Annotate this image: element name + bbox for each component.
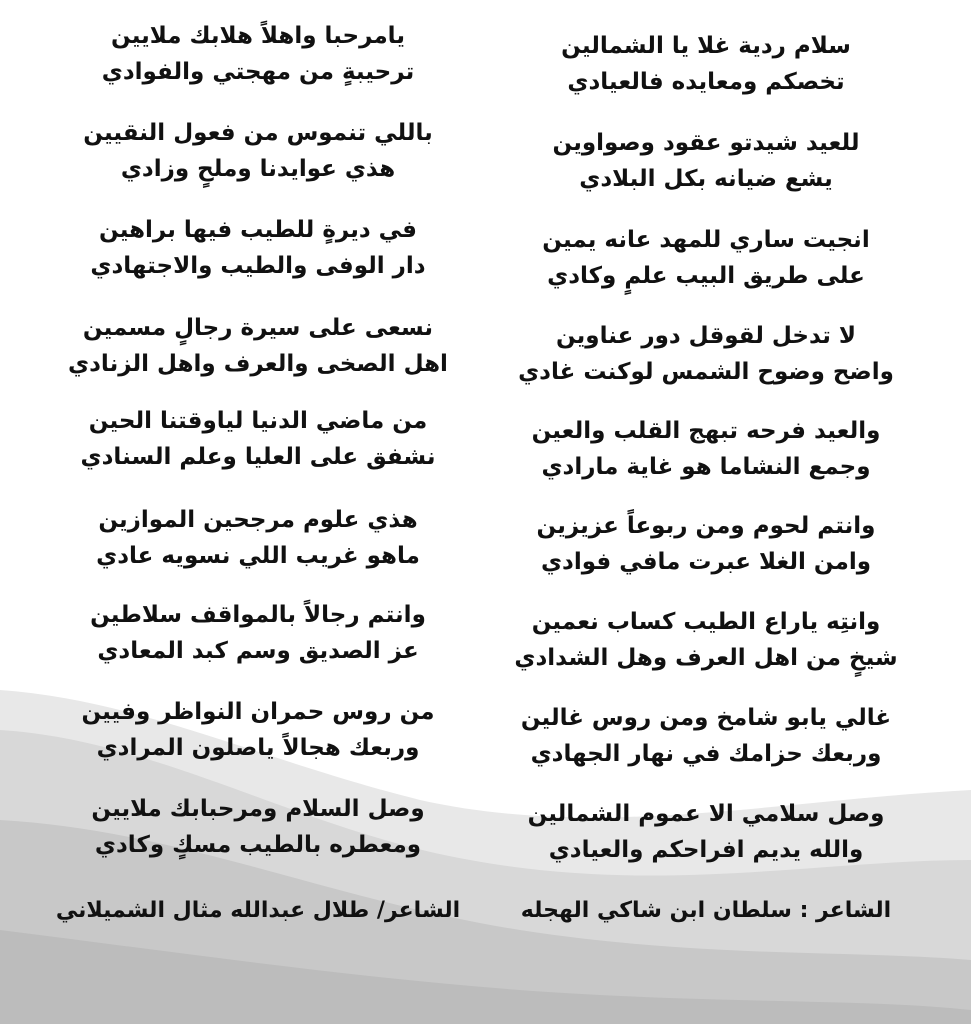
verse-line-2: هذي عوايدنا وملحٍ وزادي xyxy=(120,156,396,182)
verse-line-2: ماهو غريب اللي نسويه عادي xyxy=(96,543,420,569)
verse-line-1: غالي يابو شامخ ومن روس غالين xyxy=(520,705,892,731)
verse xyxy=(38,115,478,195)
verse xyxy=(486,222,926,302)
verse-line-1: في ديرةٍ للطيب فيها براهين xyxy=(99,217,417,243)
verse-line-1: من روس حمران النواظر وفيين xyxy=(81,699,435,725)
verse-line-2: وربعك هجالاً ياصلون المرادي xyxy=(96,735,420,761)
poet-signature: الشاعر : سلطان ابن شاكي الهجله xyxy=(520,898,892,923)
verse xyxy=(486,125,926,205)
verse-line-2: وجمع النشاما هو غاية مارادي xyxy=(541,454,871,480)
verse-line-1: وانتِه ياراع الطيب كساب نعمين xyxy=(531,609,881,635)
verse-line-1: وانتم رجالاً بالمواقف سلاطين xyxy=(90,602,426,628)
verse-line-2: ترحيبةٍ من مهجتي والفوادي xyxy=(101,59,415,85)
verse-line-1: وصل سلامي الا عموم الشمالين xyxy=(527,801,885,827)
verse xyxy=(486,413,926,493)
verse-line-2: والله يديم افراحكم والعيادي xyxy=(548,837,864,863)
verse xyxy=(486,28,926,108)
verse-line-1: انجيت ساري للمهد عانه يمين xyxy=(542,227,870,253)
verse xyxy=(486,508,926,588)
verse-line-1: هذي علوم مرجحين الموازين xyxy=(98,507,418,533)
verse-line-1: وانتم لحوم ومن ربوعاً عزيزين xyxy=(536,513,876,539)
verse xyxy=(38,18,478,98)
verse xyxy=(38,791,478,871)
verse xyxy=(38,212,478,292)
verse-line-2: اهل الصخى والعرف واهل الزنادي xyxy=(68,351,448,377)
verse xyxy=(486,796,926,876)
verse-line-1: نسعى على سيرة رجالٍ مسمين xyxy=(82,315,434,341)
verse-line-2: وربعك حزامك في نهار الجهادي xyxy=(530,741,882,767)
verse xyxy=(486,604,926,684)
verse-line-2: تخصكم ومعايده فالعيادي xyxy=(567,69,845,95)
verse-line-2: واضح وضوح الشمس لوكنت غادي xyxy=(518,359,894,385)
verse-line-1: لا تدخل لقوقل دور عناوين xyxy=(555,323,857,349)
verse xyxy=(38,502,478,582)
verse xyxy=(486,700,926,780)
verse-line-1: يامرحبا واهلاً هلابك ملايين xyxy=(111,23,405,49)
verse-line-1: وصل السلام ومرحبابك ملايين xyxy=(91,796,425,822)
verse-line-1: باللي تنموس من فعول النقيين xyxy=(83,120,433,146)
verse-line-2: شيخٍ من اهل العرف وهل الشدادي xyxy=(514,645,898,671)
verse xyxy=(38,694,478,774)
poet-signature: الشاعر/ طلال عبدالله مثال الشميلاني xyxy=(55,898,461,923)
verse xyxy=(486,318,926,398)
verse-line-2: دار الوفى والطيب والاجتهادي xyxy=(90,253,426,279)
verse-line-1: والعيد فرحه تبهج القلب والعين xyxy=(531,418,881,444)
verse-line-1: للعيد شيدتو عقود وصواوين xyxy=(552,130,860,156)
verse-line-2: يشع ضيانه بكل البلادي xyxy=(579,166,833,192)
verse-line-2: عز الصديق وسم كبد المعادي xyxy=(97,638,419,664)
verse xyxy=(38,310,478,390)
verse-line-2: وامن الغلا عبرت مافي فوادي xyxy=(540,549,872,575)
verse-line-2: ومعطره بالطيب مسكٍ وكادي xyxy=(94,832,422,858)
verse xyxy=(38,403,478,483)
verse xyxy=(38,597,478,677)
verse-line-1: سلام ردية غلا يا الشمالين xyxy=(561,33,851,59)
verse-line-2: نشفق على العليا وعلم السنادي xyxy=(80,444,436,470)
verse-line-1: من ماضي الدنيا لياوقتنا الحين xyxy=(88,408,428,434)
verse-line-2: على طريق البيب علمٍ وكادي xyxy=(547,263,865,289)
